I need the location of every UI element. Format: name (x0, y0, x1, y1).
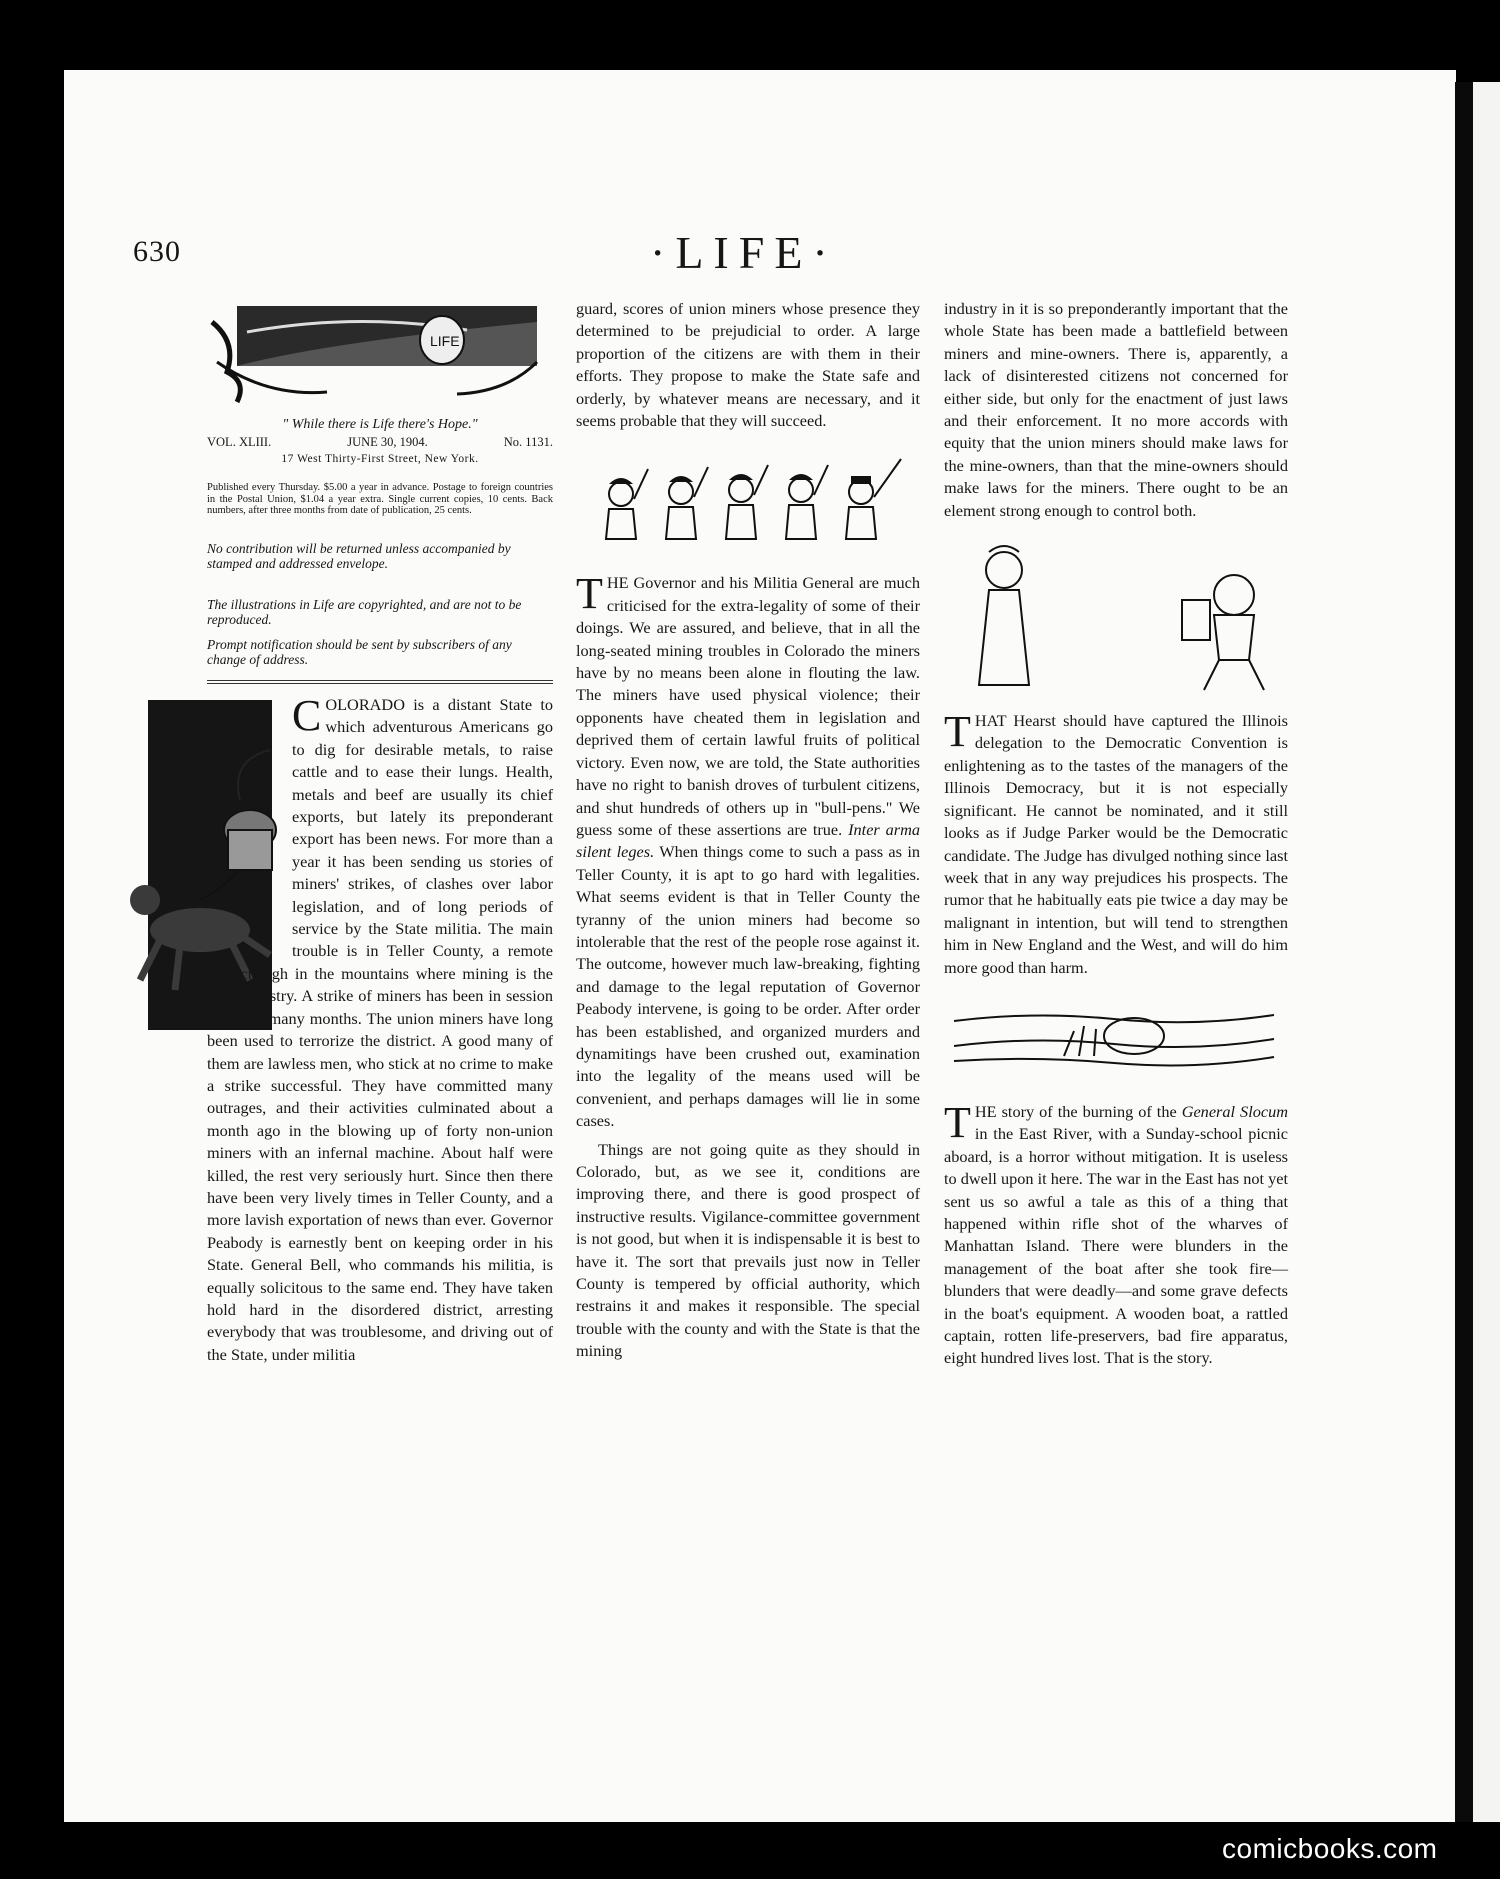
notice-contribution: No contribution will be returned unless accompanied by stamped and addressed envelope. (207, 541, 511, 571)
svg-text:LIFE: LIFE (430, 333, 460, 349)
dropcap: C (292, 691, 322, 740)
woman-and-crying-child-illustration (944, 540, 1288, 700)
article-governor-continued: industry in it is so preponderantly important that the whole State has been made a battlefield between miners and mine-owners. There is, apparently, a lack of disinterested citizens not concerned for either side, but only for the enactment of just laws and their enforcement. It no more accords with equity that the union miners should make laws for the mine-owners, than that the mine-owners should make laws for the miners. There ought to be an element strong enough to control both. (944, 299, 1288, 520)
dropcap: T (576, 569, 603, 619)
marching-soldiers-illustration (576, 454, 920, 554)
notice-copyright: The illustrations in Life are copyrighted, and are not to be reproduced. (207, 597, 522, 627)
middle-column (576, 298, 920, 1363)
publication-terms: Published every Thursday. $5.00 a year in advance. Postage to foreign countries in the Postal Union, $1.04 a year extra. Single current copies, 10 cents. Back numbers, after three months from date of publication, 25 cents. (207, 482, 553, 516)
issue-number: No. 1131. (503, 435, 553, 449)
page-number: 630 (133, 235, 181, 268)
article-hearst-body (944, 707, 1288, 979)
article-governor-text: HE Governor and his Militia General are much criticised for the extra-legality of some of their doings. We are assured, and believe, that in all the long-seated mining troubles in Colorado the miners have by no means been alone in flouting the law. The miners have used physical violence; their opponents have cheated them in legislation and deprived them of certain lawful fruits of political victory. Even now, we are told, the State authorities have no right to banish droves of turbulent citizens, and shut hundreds of others up in "bull-pens." We guess some of these assertions are true. (576, 573, 920, 839)
article-slocum-text-b: in the East River, with a Sunday-school picnic aboard, is a horror without mitigation. It is useless to dwell upon it here. The war in the East has not yet sent us so awful a tale as this of a thing that happened within rifle shot of the wharves of Manhattan Island. There were blunders in the management of the boat after she took fire—blunders that were deadly—and some grave defects in the boat's equipment. A wooden boat, a rattled captain, rotten life-preservers, bad fire apparatus, eight hundred lives lost. That is the story. (944, 1124, 1288, 1368)
latin-phrase: Inter arma silent leges. (576, 819, 920, 862)
drowning-hand-illustration (944, 1001, 1288, 1081)
volume-number: VOL. XLIII. (207, 435, 272, 449)
article-slocum-text-a: HE story of the burning of the (974, 1101, 1177, 1121)
masthead-title: ·LIFE· (650, 227, 838, 278)
masthead-rule (207, 680, 553, 684)
notice-address: Prompt notification should be sent by subscribers of any change of address. (207, 637, 512, 667)
watermark: comicbooks.com (1222, 1833, 1438, 1864)
volume-line (207, 435, 553, 450)
page-edge (1455, 82, 1473, 1822)
illustration-wrap-space (207, 694, 292, 954)
dropcap: T (944, 1097, 971, 1147)
article-colorado-column (207, 691, 553, 1366)
article-governor-body (576, 569, 920, 1132)
publisher-address: 17 West Thirty-First Street, New York. (281, 453, 479, 465)
issue-date: JUNE 30, 1904. (347, 435, 428, 449)
ship-name: General Slocum (1181, 1101, 1288, 1121)
article-governor-text-2: When things come to such a pass as in Teller County, it is apt to go hard with legalities. What seems evident is that in Teller County the tyranny of the union miners had become so intolerable that the rest of the people rose against it. The outcome, however much law-breaking, fighting and damage to the legal reputation of Governor Peabody intervene, is going to be order. After order has been established, and organized murders and dynamitings have been crushed out, examination into the legality of the means used will be convenient, and perhaps damages will lie in some cases. (576, 842, 920, 1131)
article-colorado-continued: guard, scores of union miners whose presence they determined to be prejudicial to order. A large proportion of the citizens are with them in their efforts. They propose to make the State safe and orderly, by whatever means are necessary, and it seems probable that they will succeed. (576, 299, 920, 431)
masthead-banner-illustration (207, 302, 545, 412)
right-column (944, 298, 1288, 1370)
adjacent-page-strip (1473, 82, 1500, 1822)
dropcap: T (944, 707, 971, 757)
article-colorado-text: OLORADO is a distant State to which adventurous Americans go to dig for desirable metals, to raise cattle and to ease their lungs. Health, metals and beef are usually its chief exports, but lately its preponderant export has been news. For more than a year it has been sending us stories of miners' strikes, of clashes over labor legislation, and of long periods of service by the State militia. The main trouble is in Teller County, a remote district high in the mountains where mining is the only industry. A strike of miners has been in session there for many months. The union miners have long been used to terrorize the district. A good many of them are lawless men, who stick at no crime to make a strike successful. They have committed many outrages, and their activities culminated about a month ago in the blowing up of forty non-union miners with an infernal machine. About half were killed, the rest very seriously hurt. Since then there have been very lively times in Teller County, and a more lavish exportation of news than ever. Governor Peabody is earnestly bent on keeping order in his State. General Bell, who commands his militia, is equally solicitous to the same end. They have taken hold hard in the disordered district, arresting everybody that was troublesome, and driving out of the State, under militia (207, 695, 553, 1364)
article-governor-para2: Things are not going quite as they should in Colorado, but, as we see it, conditions are improving there, and there is good prospect of instructive results. Vigilance-committee government is not good, but when it is indispensable it is best to have it. The sort that prevails just now in Teller County is tempered by official authority, which restrains it and makes it responsible. The special trouble with the county and with the State is that the mining (576, 1139, 920, 1361)
article-slocum-body (944, 1097, 1288, 1370)
article-hearst-text: HAT Hearst should have captured the Illinois delegation to the Democratic Convention is enlightening as to the tastes of the managers of the Illinois Democracy, but it is not especially significant. He cannot be nominated, and it still looks as if Judge Parker would be the Democratic candidate. The Judge has divulged nothing since last week that in any way prejudices his prospects. The rumor that he habitually eats pie twice a day may be malignant in intention, but will tend to strengthen him in New England and the West, and will do him more good than harm. (944, 711, 1288, 977)
masthead-motto: " While there is Life there's Hope." (282, 417, 478, 432)
